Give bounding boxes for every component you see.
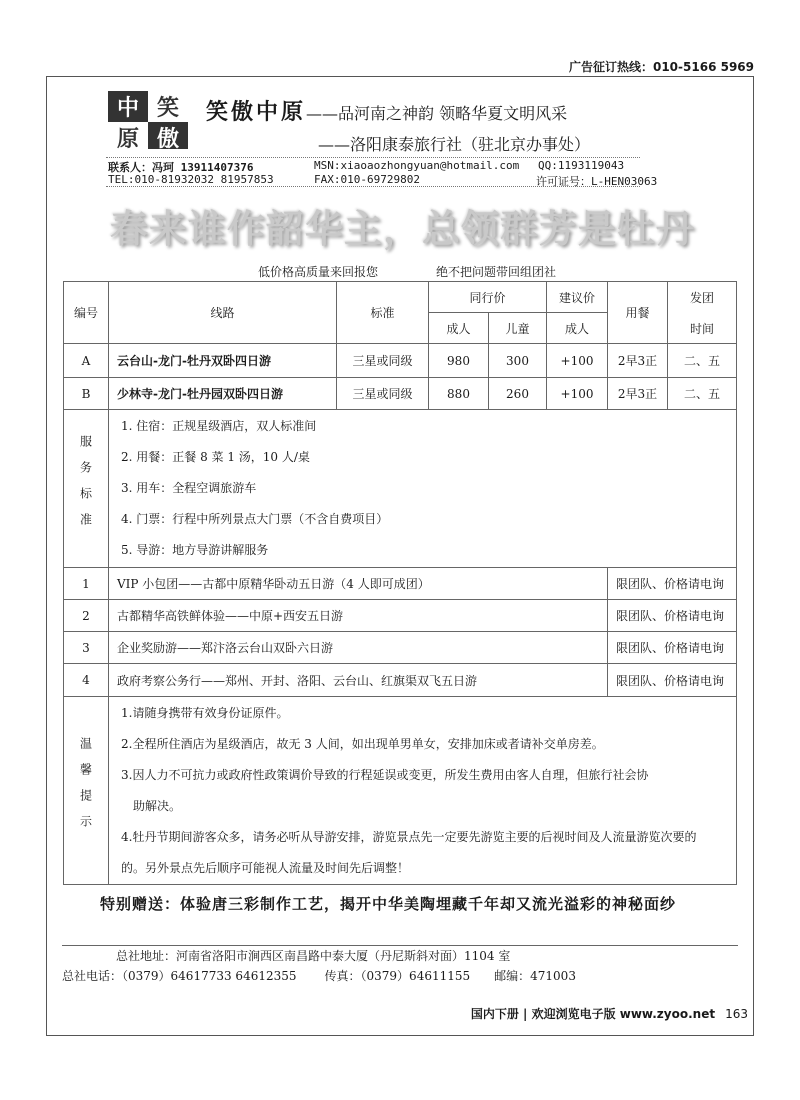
row-suggested-price: +100 — [547, 378, 608, 410]
table-row — [64, 632, 737, 664]
special-gift: 特别赠送：体验唐三彩制作工艺，揭开中华美陶埋藏千年却又流光溢彩的神秘面纱 — [100, 895, 677, 913]
service-item: 3. 用车：全程空调旅游车 — [121, 481, 257, 495]
hq-phone: 总社电话：（0379）64617733 64612355 — [62, 969, 297, 983]
contact-qq: QQ:1193119043 — [538, 159, 625, 172]
header-depart-l1: 发团 — [690, 290, 715, 305]
service-item: 1. 住宿：正规星级酒店，双人标准间 — [121, 419, 317, 433]
footer-section: 国内下册 | 欢迎浏览电子版 www.zyoo.net — [470, 1007, 716, 1021]
tips-label-cell — [64, 697, 109, 885]
extra-route: 企业奖励游——郑汴洛云台山双卧六日游 — [109, 632, 608, 664]
contact-msn: MSN:xiaoaozhongyuan@hotmail.com — [314, 159, 520, 172]
table-row — [64, 568, 737, 600]
table-row — [64, 378, 737, 410]
tip-item: 2.全程所住酒店为星级酒店，故无 3 人间，如出现单男单女，安排加床或者请补交单房差。 — [121, 736, 604, 751]
header-no: 编号 — [64, 282, 109, 344]
service-label-cell — [64, 410, 109, 568]
page-number: 163 — [725, 1007, 748, 1021]
table-row — [64, 664, 737, 697]
subslogan-left: 低价格高质量来回报您 — [258, 265, 379, 279]
brand-header — [206, 95, 567, 126]
row-no: B — [64, 378, 109, 410]
brand-logo — [108, 91, 188, 152]
itinerary-table — [63, 281, 737, 885]
service-list — [109, 410, 737, 568]
header-meals: 用餐 — [608, 282, 668, 344]
row-depart: 二、五 — [668, 344, 737, 378]
row-route: 云台山-龙门-牡丹双卧四日游 — [109, 344, 337, 378]
header-route: 线路 — [109, 282, 337, 344]
extra-route: 政府考察公务行——郑州、开封、洛阳、云台山、红旗渠双飞五日游 — [109, 664, 608, 697]
extra-no: 1 — [64, 568, 109, 600]
service-label: 服务标准 — [78, 435, 93, 539]
header-adult-suggested: 成人 — [547, 313, 608, 344]
header-standard: 标准 — [337, 282, 429, 344]
service-item: 4. 门票：行程中所列景点大门票（不含自费项目） — [121, 512, 389, 526]
tips-row — [64, 697, 737, 885]
agency-name: ——洛阳康泰旅行社（驻北京办事处） — [318, 135, 591, 154]
service-standards-row — [64, 410, 737, 568]
header-peer-price: 同行价 — [429, 282, 547, 313]
service-item: 5. 导游：地方导游讲解服务 — [121, 543, 269, 557]
tips-label: 温馨提示 — [78, 737, 93, 841]
contact-person: 联系人：冯珂 13911407376 — [108, 161, 254, 174]
tips-list — [109, 697, 737, 885]
hq-address: 总社地址：河南省洛阳市涧西区南昌路中泰大厦（丹尼斯斜对面）1104 室 — [116, 949, 511, 963]
row-no: A — [64, 344, 109, 378]
tip-item: 4.牡丹节期间游客众多，请务必听从导游安排，游览景点先一定要先游览主要的后视时间及人流量游览次要的 — [121, 829, 697, 844]
page-footer — [471, 1005, 748, 1022]
table-row — [64, 344, 737, 378]
ad-hotline: 广告征订热线：010-5166 5969 — [568, 60, 754, 74]
subslogan-right: 绝不把问题带回组团社 — [436, 265, 557, 279]
tip-item: 1.请随身携带有效身份证原件。 — [121, 705, 289, 720]
contact-fax: FAX:010-69729802 — [314, 173, 420, 186]
row-standard: 三星或同级 — [337, 378, 429, 410]
divider — [62, 945, 738, 946]
hq-contact-line — [62, 967, 576, 984]
row-meals: 2早3正 — [608, 344, 668, 378]
row-adult-price: 880 — [429, 378, 489, 410]
row-depart: 二、五 — [668, 378, 737, 410]
extra-no: 3 — [64, 632, 109, 664]
extra-route: 古都精华高铁鲜体验——中原+西安五日游 — [109, 600, 608, 632]
extra-note: 限团队、价格请电询 — [608, 632, 737, 664]
header-depart — [668, 282, 737, 344]
slogan: 春来谁作韶华主，总领群芳是牡丹 — [110, 206, 696, 251]
tip-item: 的。另外景点先后顺序可能视人流量及时间先后调整！ — [121, 860, 410, 875]
extra-no: 4 — [64, 664, 109, 697]
tip-item: 3.因人力不可抗力或政府性政策调价导致的行程延误或变更，所发生费用由客人自理，但旅行社会协 — [121, 767, 649, 782]
hq-fax: 传真：（0379）64611155 — [324, 969, 471, 983]
extra-note: 限团队、价格请电询 — [608, 664, 737, 697]
row-standard: 三星或同级 — [337, 344, 429, 378]
logo-char: 笑 — [148, 91, 188, 122]
contact-bar — [106, 157, 658, 188]
header-depart-l2: 时间 — [690, 321, 715, 336]
row-child-price: 260 — [489, 378, 547, 410]
row-meals: 2早3正 — [608, 378, 668, 410]
row-child-price: 300 — [489, 344, 547, 378]
header-suggested-price: 建议价 — [547, 282, 608, 313]
header-child: 儿童 — [489, 313, 547, 344]
row-route: 少林寺-龙门-牡丹园双卧四日游 — [109, 378, 337, 410]
header-adult: 成人 — [429, 313, 489, 344]
brand-name: 笑傲中原 — [206, 99, 307, 125]
logo-char: 原 — [108, 122, 148, 153]
logo-char: 中 — [116, 95, 139, 121]
table-row — [64, 600, 737, 632]
row-suggested-price: +100 — [547, 344, 608, 378]
tip-item: 助解决。 — [133, 798, 182, 813]
logo-char: 傲 — [156, 126, 179, 152]
brand-tagline: ——品河南之神韵 领略华夏文明风采 — [306, 104, 568, 123]
row-adult-price: 980 — [429, 344, 489, 378]
service-item: 2. 用餐：正餐 8 菜 1 汤，10 人/桌 — [121, 450, 310, 464]
extra-route: VIP 小包团——古都中原精华卧动五日游（4 人即可成团） — [109, 568, 608, 600]
extra-no: 2 — [64, 600, 109, 632]
contact-license: 许可证号：L-HEN03063 — [536, 175, 658, 188]
extra-note: 限团队、价格请电询 — [608, 568, 737, 600]
contact-tel: TEL:010-81932032 81957853 — [108, 173, 274, 186]
extra-note: 限团队、价格请电询 — [608, 600, 737, 632]
hq-postcode: 邮编：471003 — [494, 969, 576, 983]
